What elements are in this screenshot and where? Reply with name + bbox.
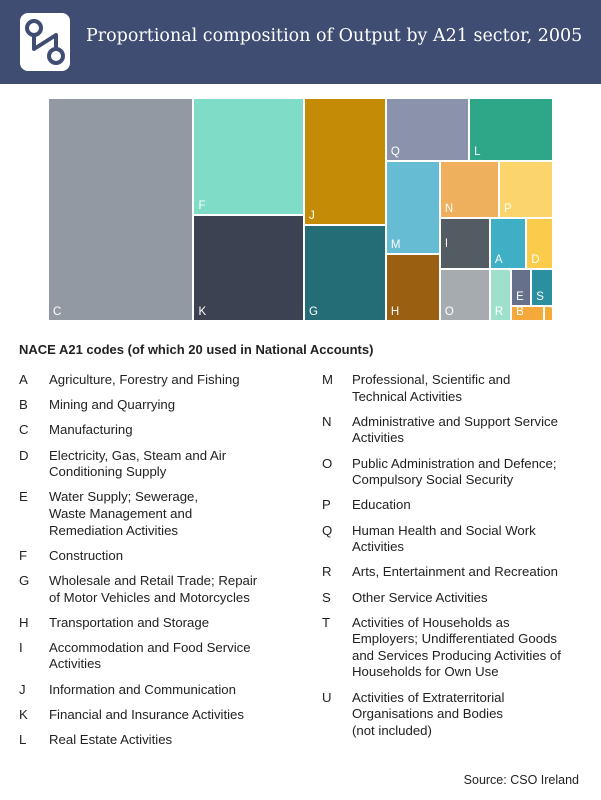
legend-desc: Real Estate Activities — [49, 732, 173, 748]
legend-desc: Wholesale and Retail Trade; Repair of Motor Vehicles and Motorcycles — [49, 572, 258, 605]
cso-logo-icon — [20, 13, 70, 71]
legend-code: T — [322, 614, 331, 630]
treemap-tile-o — [440, 269, 490, 321]
legend-desc: Activities of Extraterritorial Organisations and Bodies (not included) — [352, 689, 505, 738]
treemap-tile-i — [440, 218, 490, 269]
treemap-tile-label: A — [494, 254, 503, 267]
legend-desc: Accommodation and Food Service Activities — [49, 639, 251, 672]
legend-code: I — [19, 639, 23, 655]
treemap-tile-d — [526, 218, 553, 269]
legend-code: C — [19, 422, 29, 438]
treemap-tile-label: I — [444, 237, 449, 250]
legend-item — [19, 573, 304, 606]
legend-code: U — [322, 689, 332, 705]
chart-title: Proportional composition of Output by A21 sector, 2005 — [86, 26, 583, 46]
legend-code: G — [19, 572, 30, 588]
treemap-tile-label: M — [390, 239, 401, 252]
legend-code: O — [322, 455, 333, 471]
legend-desc: Information and Communication — [49, 681, 236, 697]
legend-desc: Manufacturing — [49, 422, 133, 438]
treemap-tile-l — [469, 98, 553, 161]
legend-desc: Construction — [49, 547, 124, 563]
legend-item — [322, 523, 587, 556]
legend-desc: Electricity, Gas, Steam and Air Conditioning Supply — [49, 447, 227, 480]
legend-title: NACE A21 codes (of which 20 used in National Accounts) — [19, 342, 374, 357]
source-note: Source: CSO Ireland — [463, 773, 579, 787]
legend-code: P — [322, 497, 331, 513]
legend-column-left — [19, 372, 304, 749]
treemap-tile-s — [531, 269, 553, 306]
treemap-tile-h — [386, 254, 440, 321]
treemap-tile-f — [193, 98, 304, 215]
legend-desc: Activities of Households as Employers; Undifferentiated Goods and Services Producing Activities of Households for Own Use — [352, 614, 561, 680]
treemap-tile-q — [386, 98, 469, 161]
legend-code: F — [19, 547, 28, 563]
legend-code: B — [19, 397, 28, 413]
treemap-tile-p — [499, 161, 553, 218]
legend-item — [19, 372, 304, 389]
treemap-tile-label: P — [503, 202, 512, 215]
treemap-tile-label: T — [549, 305, 557, 318]
treemap-tile-label: H — [390, 305, 400, 318]
treemap-tile-label: G — [309, 305, 318, 318]
treemap-tile-label: Q — [390, 146, 400, 159]
legend-item — [322, 564, 587, 581]
treemap-tile-label: J — [309, 209, 315, 222]
legend-desc: Mining and Quarrying — [49, 397, 176, 413]
legend-code: K — [19, 706, 28, 722]
header-bar — [0, 0, 601, 84]
legend-item — [19, 548, 304, 565]
treemap-tile-label: C — [53, 306, 62, 318]
treemap-tile-label: S — [536, 291, 544, 304]
legend-item — [19, 682, 304, 699]
legend-code: M — [322, 372, 333, 387]
legend-item — [19, 707, 304, 724]
treemap-tile-label: B — [516, 305, 524, 318]
treemap-tile-e — [511, 269, 531, 306]
treemap-tile-label: K — [198, 305, 207, 318]
treemap-tile-j — [304, 98, 386, 225]
legend-code: H — [19, 614, 29, 630]
legend-item — [322, 615, 587, 681]
legend-column-right — [322, 372, 587, 739]
legend-code: Q — [322, 522, 333, 538]
legend-item — [19, 397, 304, 414]
legend-code: J — [19, 681, 26, 697]
legend-item — [322, 372, 587, 405]
legend-item — [19, 640, 304, 673]
treemap-tile-label: D — [531, 254, 540, 267]
legend-code: L — [19, 732, 27, 748]
legend-item — [19, 448, 304, 481]
legend-desc: Human Health and Social Work Activities — [352, 522, 536, 555]
treemap-tile-n — [440, 161, 499, 218]
treemap-tile-label: R — [494, 305, 504, 318]
legend-item — [322, 456, 587, 489]
legend-item — [19, 489, 304, 539]
treemap-tile-label: F — [198, 199, 206, 212]
legend-desc: Transportation and Storage — [49, 614, 210, 630]
legend-item — [19, 422, 304, 439]
treemap-tile-a — [490, 218, 526, 269]
legend-desc: Professional, Scientific and Technical Activities — [352, 372, 511, 404]
legend-item — [322, 414, 587, 447]
legend-item — [322, 497, 587, 514]
treemap-tile-t — [544, 305, 557, 321]
treemap-tile-m — [386, 161, 440, 254]
legend-item — [322, 690, 587, 740]
legend-desc: Arts, Entertainment and Recreation — [352, 564, 558, 580]
treemap-tile-label: O — [444, 305, 454, 318]
legend-code: A — [19, 372, 28, 387]
legend-code: D — [19, 447, 29, 463]
legend-desc: Financial and Insurance Activities — [49, 706, 244, 722]
legend-code: S — [322, 589, 331, 605]
legend-desc: Public Administration and Defence; Compulsory Social Security — [352, 455, 557, 488]
treemap-tile-g — [304, 225, 386, 321]
legend-desc: Education — [352, 497, 411, 513]
treemap-tile-label: E — [516, 291, 524, 304]
legend-code: N — [322, 413, 332, 429]
treemap-tile-k — [193, 215, 304, 321]
legend-desc: Water Supply; Sewerage, Waste Management and Remediation Activities — [49, 489, 199, 538]
legend-desc: Other Service Activities — [352, 589, 488, 605]
legend-desc: Agriculture, Forestry and Fishing — [49, 372, 240, 387]
treemap-tile-r — [490, 269, 511, 321]
legend-item — [19, 732, 304, 749]
legend-code: E — [19, 489, 28, 505]
treemap-tile-b — [511, 306, 544, 321]
treemap-tile-c — [48, 98, 193, 321]
legend-code: R — [322, 564, 332, 580]
treemap-chart — [48, 98, 557, 321]
legend-item — [19, 615, 304, 632]
legend-item — [322, 590, 587, 607]
legend-desc: Administrative and Support Service Activities — [352, 413, 558, 446]
treemap-tile-label: N — [444, 202, 454, 215]
treemap-tile-label: L — [474, 146, 481, 159]
